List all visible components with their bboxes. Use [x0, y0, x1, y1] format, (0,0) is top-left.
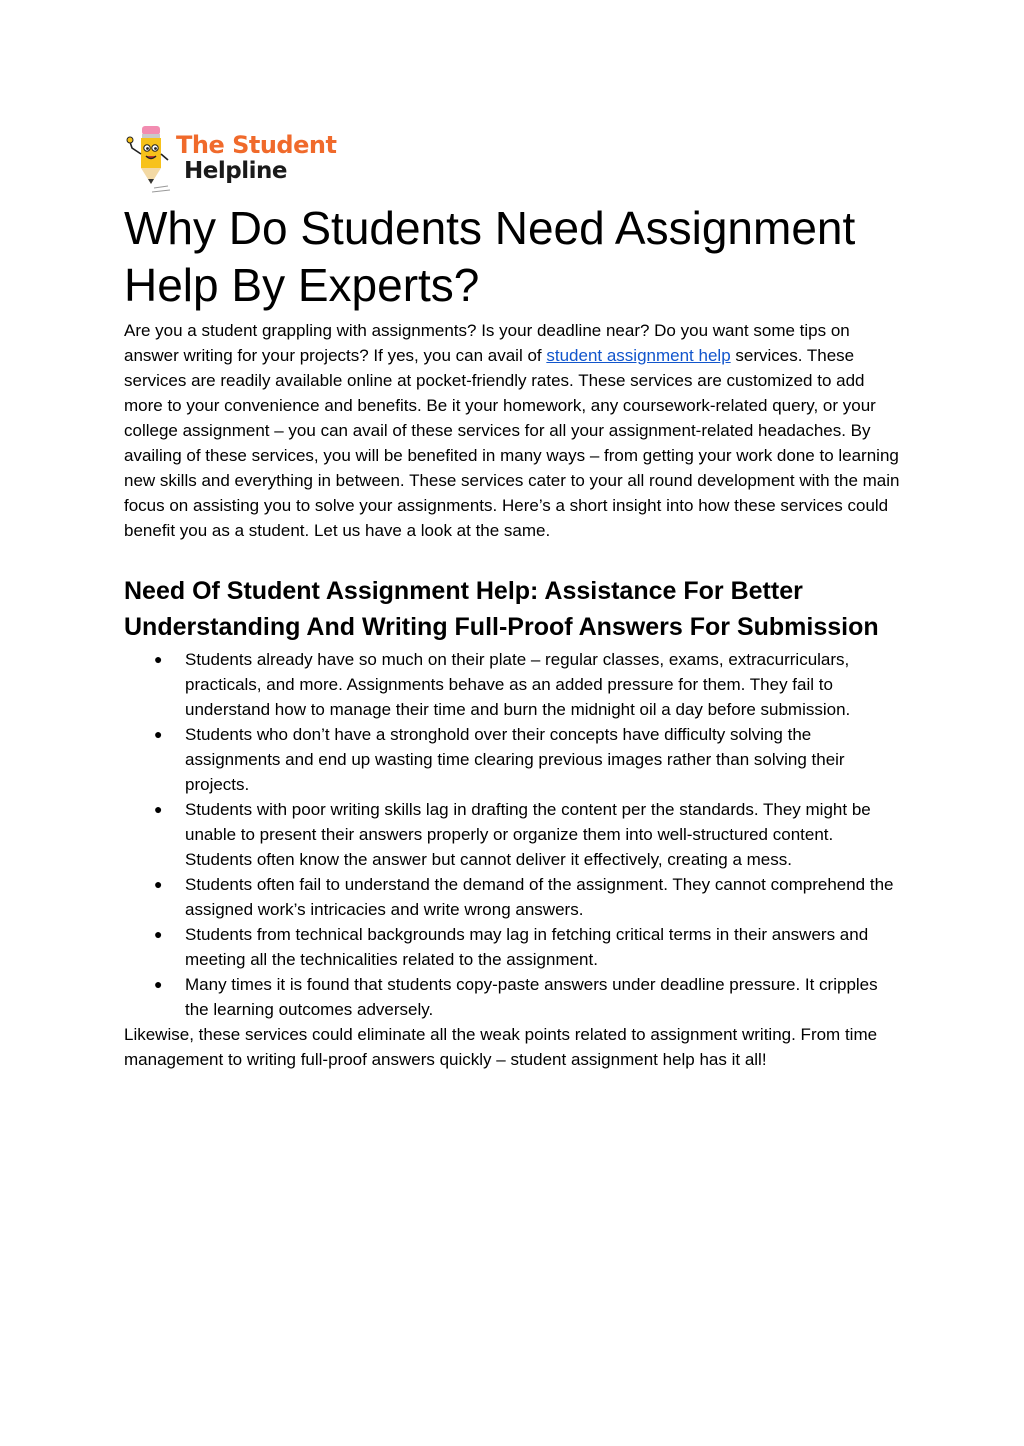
intro-text-before-link: Are you a student grappling with assignments? Is your deadline near? Do you want some tips on answer writing for your projects? If yes, you can avail of	[124, 321, 850, 365]
list-item-text: Many times it is found that students copy-paste answers under deadline pressure. It cripples the learning outcomes adversely.	[185, 975, 878, 1019]
document-page	[124, 120, 904, 1072]
pencil-mascot-icon	[124, 124, 176, 198]
list-item	[154, 647, 904, 722]
bullet-icon: ●	[154, 651, 163, 667]
bullet-icon: ●	[154, 976, 163, 992]
bullet-icon: ●	[154, 801, 163, 817]
bullet-icon: ●	[154, 926, 163, 942]
student-assignment-help-link[interactable]: student assignment help	[546, 346, 731, 365]
list-item	[154, 722, 904, 797]
logo-text-line2: Helpline	[184, 158, 287, 184]
list-item-text: Students who don’t have a stronghold over their concepts have difficulty solving the assignments and end up wasting time clearing previous images rather than solving their projects.	[185, 725, 845, 794]
list-item	[154, 972, 904, 1022]
list-item	[154, 797, 904, 872]
list-item-text: Students often fail to understand the demand of the assignment. They cannot comprehend the assigned work’s intricacies and write wrong answers.	[185, 875, 894, 919]
bullet-list	[124, 647, 904, 1022]
list-item	[154, 872, 904, 922]
intro-text-after-link: services. These services are readily available online at pocket-friendly rates. These services are customized to add more to your convenience and benefits. Be it your homework, any coursework-related query, or your college assignment – you can avail of these services for all your assignment-related headaches. By availing of these services, you will be benefited in many ways – from getting your work done to learning new skills and everything in between. These services cater to your all round development with the main focus on assisting you to solve your assignments. Here’s a short insight into how these services could benefit you as a student. Let us have a look at the same.	[124, 346, 900, 540]
list-item-text: Students already have so much on their plate – regular classes, exams, extracurriculars, practicals, and more. Assignments behave as an added pressure for them. They fail to understand how to manage their time and burn the midnight oil a day before submission.	[185, 650, 851, 719]
list-item-text: Students with poor writing skills lag in drafting the content per the standards. They might be unable to present their answers properly or organize them into well-structured content. Students often know the answer but cannot deliver it effectively, creating a mess.	[185, 800, 871, 869]
page-title: Why Do Students Need Assignment Help By Experts?	[124, 202, 856, 311]
list-item	[154, 922, 904, 972]
section-heading: Need Of Student Assignment Help: Assistance For Better Understanding And Writing Full-Proof Answers For Submission	[124, 577, 879, 641]
bullet-icon: ●	[154, 726, 163, 742]
bullet-icon: ●	[154, 876, 163, 892]
list-item-text: Students from technical backgrounds may lag in fetching critical terms in their answers and meeting all the technicalities related to the assignment.	[185, 925, 869, 969]
intro-paragraph	[124, 318, 904, 543]
closing-paragraph: Likewise, these services could eliminate all the weak points related to assignment writing. From time management to writing full-proof answers quickly – student assignment help has it all!	[124, 1025, 878, 1069]
logo	[124, 120, 904, 198]
logo-text-line1: The Student	[176, 131, 337, 159]
